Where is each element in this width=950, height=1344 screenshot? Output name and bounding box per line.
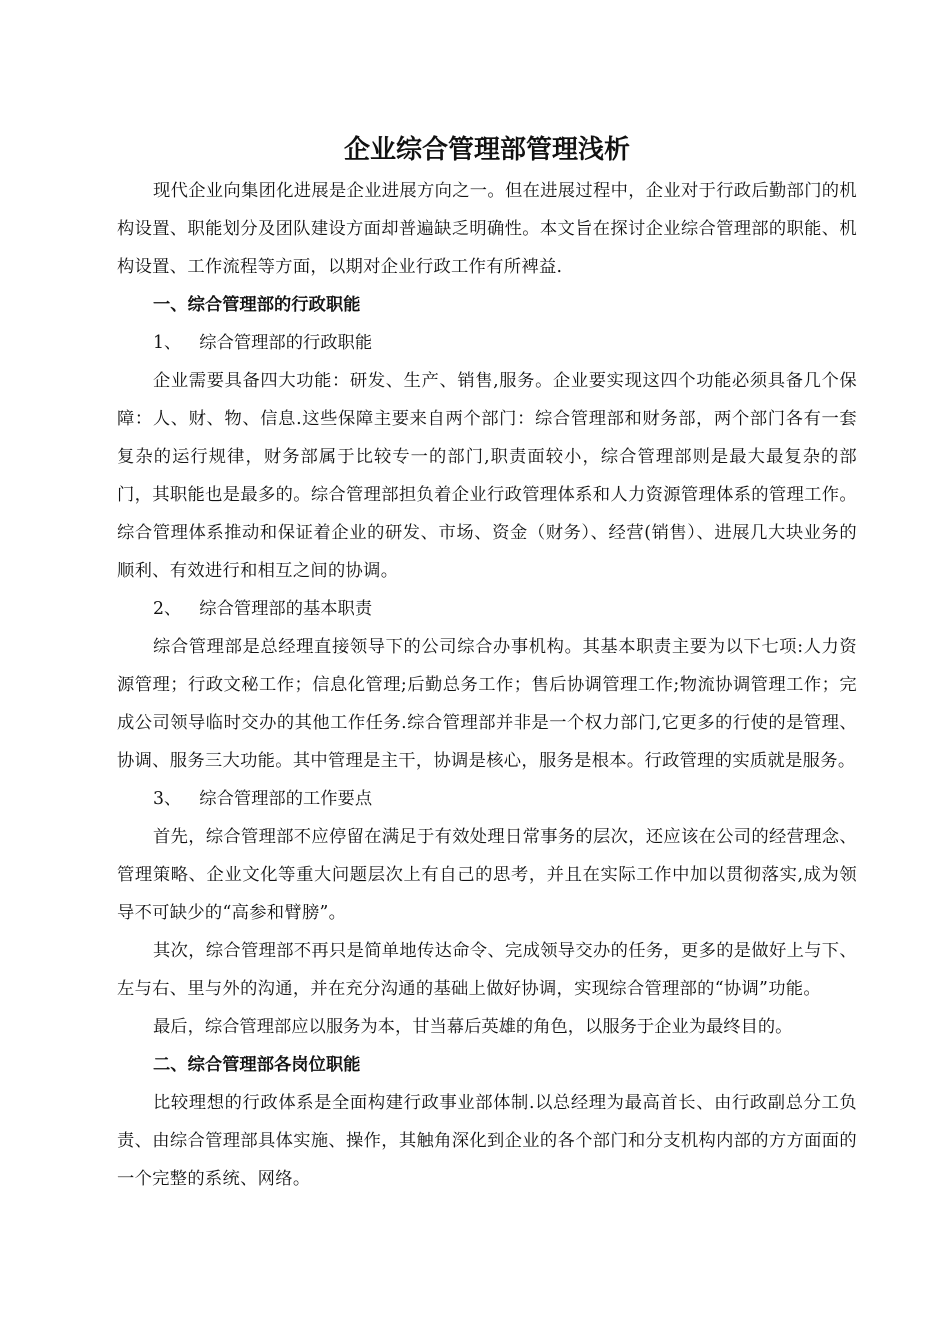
- subsection-3-paragraph-3: 最后，综合管理部应以服务为本，甘当幕后英雄的角色，以服务于企业为最终目的。: [153, 1017, 793, 1037]
- subsection-3-number: 3、: [153, 789, 182, 809]
- subsection-1-heading: [117, 324, 857, 362]
- subsection-3-paragraph-1: 首先，综合管理部不应停留在满足于有效处理日常事务的层次，还应该在公司的经营理念、管理策略、企业文化等重大问题层次上有自己的思考，并且在实际工作中加以贯彻落实,成为领导不可缺少的“高参和臂膀”。: [117, 827, 857, 923]
- subsection-2-label: 综合管理部的基本职责: [199, 599, 373, 619]
- subsection-1-number: 1、: [153, 333, 182, 353]
- subsection-3-heading: [117, 780, 857, 818]
- subsection-2-number: 2、: [153, 599, 182, 619]
- intro-paragraph: 现代企业向集团化进展是企业进展方向之一。但在进展过程中，企业对于行政后勤部门的机构设置、职能划分及团队建设方面却普遍缺乏明确性。本文旨在探讨企业综合管理部的职能、机构设置、工作流程等方面，以期对企业行政工作有所裨益.: [117, 181, 857, 277]
- subsection-2-body: 综合管理部是总经理直接领导下的公司综合办事机构。其基本职责主要为以下七项:人力资源管理；行政文秘工作；信息化管理;后勤总务工作；售后协调管理工作;物流协调管理工作；完成公司领导临时交办的其他工作任务.综合管理部并非是一个权力部门,它更多的行使的是管理、协调、服务三大功能。其中管理是主干，协调是核心，服务是根本。行政管理的实质就是服务。: [117, 637, 857, 771]
- document-page: [117, 128, 857, 1198]
- section-1-heading: 一、综合管理部的行政职能: [153, 295, 361, 315]
- subsection-3-label: 综合管理部的工作要点: [199, 789, 373, 809]
- subsection-3-paragraph-2: 其次，综合管理部不再只是简单地传达命令、完成领导交办的任务，更多的是做好上与下、左与右、里与外的沟通，并在充分沟通的基础上做好协调，实现综合管理部的“协调”功能。: [117, 941, 857, 999]
- document-title: 企业综合管理部管理浅析: [343, 135, 630, 165]
- subsection-2-heading: [117, 590, 857, 628]
- subsection-1-body: 企业需要具备四大功能：研发、生产、销售,服务。企业要实现这四个功能必须具备几个保障：人、财、物、信息.这些保障主要来自两个部门：综合管理部和财务部，两个部门各有一套复杂的运行规律，财务部属于比较专一的部门,职责面较小，综合管理部则是最大最复杂的部门，其职能也是最多的。综合管理部担负着企业行政管理体系和人力资源管理体系的管理工作。综合管理体系推动和保证着企业的研发、市场、资金（财务）、经营(销售）、进展几大块业务的顺利、有效进行和相互之间的协调。: [117, 371, 857, 581]
- section-2-heading: 二、综合管理部各岗位职能: [153, 1055, 361, 1075]
- subsection-1-label: 综合管理部的行政职能: [199, 333, 373, 353]
- section-2-body: 比较理想的行政体系是全面构建行政事业部体制.以总经理为最高首长、由行政副总分工负责、由综合管理部具体实施、操作，其触角深化到企业的各个部门和分支机构内部的方方面面的一个完整的系统、网络。: [117, 1093, 857, 1189]
